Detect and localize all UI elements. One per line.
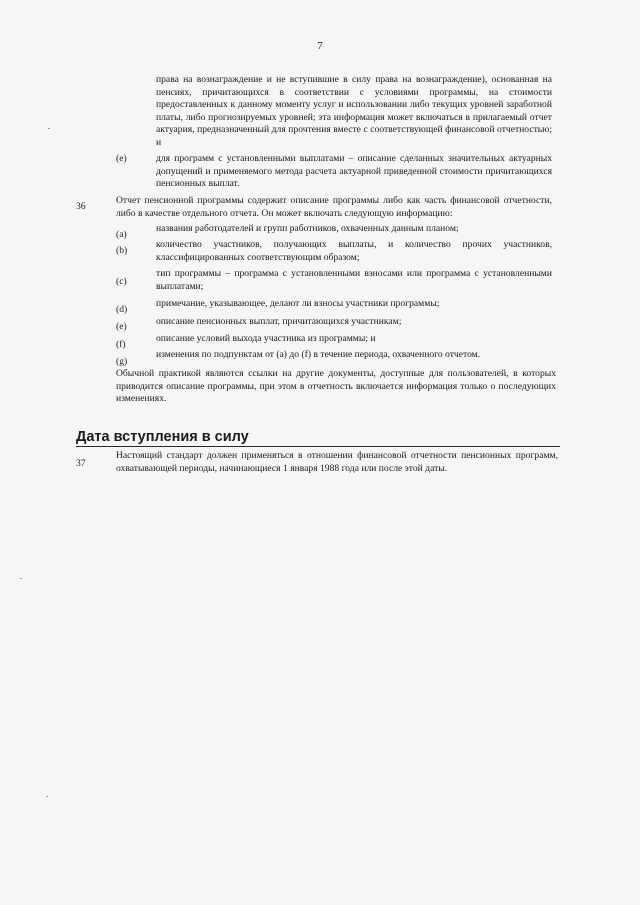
item-d-text: примечание, указывающее, делают ли взносы участники программы; [156,298,440,309]
item-f-text: описание условий выхода участника из программы; и [156,333,376,344]
para-37-number: 37 [76,458,86,469]
scan-speck [20,578,22,579]
para-37-text: Настоящий стандарт должен применяться в отношении финансовой отчетности пенсионных программ, охватывающей периоды, начинающиеся 1 января 1988 года или после этой даты. [116,450,558,474]
item-c-text: тип программы – программа с установленными взносами или программа с установленными выплатами; [156,268,552,292]
para-36-number: 36 [76,201,86,212]
para-36-text: Отчет пенсионной программы содержит описание программы либо как часть финансовой отчетности, либо в качестве отдельного отчета. Он может включать следующую информацию: [116,195,552,219]
item-c-marker: (c) [116,276,127,287]
item-f-marker: (f) [116,339,126,350]
item-d-marker: (d) [116,304,128,315]
item-a-marker: (a) [116,229,127,240]
item-g-marker: (g) [116,356,128,367]
item-e-marker: (e) [116,321,127,332]
scan-speck [48,128,50,129]
page-number: 7 [317,40,323,52]
item-b-text: количество участников, получающих выплаты, и количество прочих участников, классифицированных соответствующим образом; [156,239,552,263]
item-e-prev-text: для программ с установленными выплатами – описание сделанных значительных актуарных допущений и применяемого метода расчета актуарной приведенной стоимости причитающихся пенсионных выплат. [156,153,552,190]
item-g-text: изменения по подпунктам от (а) до (f) в течение периода, охваченного отчетом. [156,349,481,360]
item-e-text: описание пенсионных выплат, причитающихся участникам; [156,316,402,327]
item-a-text: названия работодателей и групп работников, охваченных данным планом; [156,223,459,234]
item-e-prev-marker: (e) [116,153,127,164]
item-b-marker: (b) [116,245,128,256]
scan-speck [46,796,48,797]
section-heading [76,428,560,447]
intro-continuation-text: права на вознаграждение и не вступившие в силу права на вознаграждение), основанная на пенсиях, причитающихся в соответствии с условиями программы, на стоимости предоставленных к данному моменту услуг и использовании либо текущих уровней заработной платы, либо прогнозируемых уровней; эта информация может включаться в прилагаемый отчет актуария, предназначенный для прочтения вместе с соответствующей финансовой отчетностью; и [156,74,552,148]
section-heading-text: Дата вступления в силу [76,429,249,445]
para-36-closing: Обычной практикой являются ссылки на другие документы, доступные для пользователей, в которых приводится описание программы, при этом в отчетность включается информация только о последующих изменениях. [116,368,556,405]
